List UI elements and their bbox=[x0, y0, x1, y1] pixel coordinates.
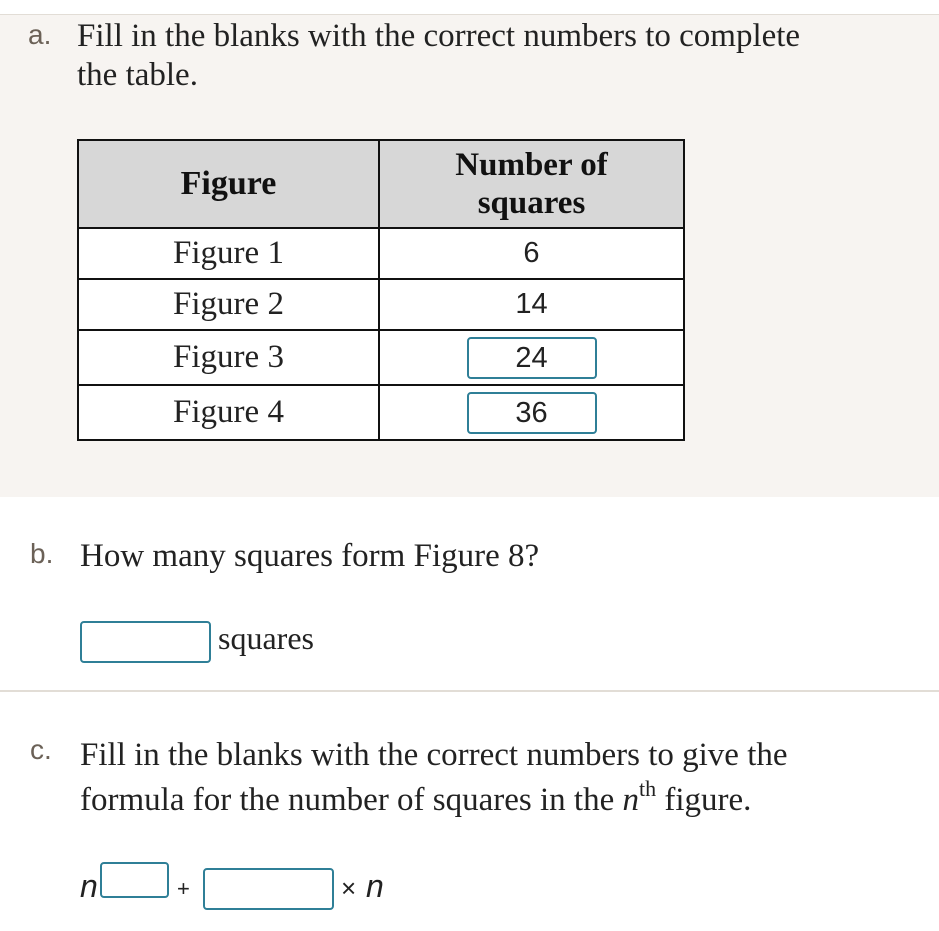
part-c-question bbox=[80, 733, 788, 825]
row-value-cell bbox=[379, 385, 684, 440]
header-number-line1: Number of bbox=[455, 147, 608, 183]
header-figure: Figure bbox=[78, 140, 379, 228]
part-a-question-line1: Fill in the blanks with the correct numbers to complete bbox=[77, 18, 801, 54]
part-b-question: How many squares form Figure 8? bbox=[80, 538, 540, 574]
question-var-n: n bbox=[622, 782, 640, 818]
table-row bbox=[78, 385, 684, 440]
section-divider bbox=[0, 690, 939, 692]
question-line2-pre: formula for the number of squares in the bbox=[80, 782, 623, 818]
row-figure-label: Figure 1 bbox=[78, 228, 379, 279]
part-a-question bbox=[77, 17, 800, 95]
header-number-of-squares bbox=[379, 140, 684, 228]
unit-squares: squares bbox=[218, 620, 314, 656]
part-c-question-line1: Fill in the blanks with the correct numbers to give the bbox=[80, 737, 788, 773]
table-header-row bbox=[78, 140, 684, 228]
part-c-question-line2 bbox=[80, 778, 788, 825]
question-sup-th: th bbox=[639, 776, 657, 801]
row-figure-label: Figure 4 bbox=[78, 385, 379, 440]
figure-squares-table bbox=[77, 139, 685, 441]
formula-times: × bbox=[341, 873, 357, 903]
formula-trailing-n: n bbox=[366, 868, 384, 904]
figure-3-answer-input[interactable]: 24 bbox=[467, 337, 597, 379]
part-a-letter: a. bbox=[28, 19, 52, 50]
table-row bbox=[78, 330, 684, 385]
part-a-section bbox=[0, 14, 939, 497]
table-row bbox=[78, 228, 684, 279]
exponent-answer-input[interactable] bbox=[100, 862, 169, 898]
formula-plus: + bbox=[177, 876, 190, 901]
question-line2-post: figure. bbox=[656, 782, 752, 818]
part-b-letter: b. bbox=[30, 538, 54, 569]
row-figure-label: Figure 2 bbox=[78, 279, 379, 330]
figure-8-answer-input[interactable] bbox=[80, 621, 211, 663]
part-a-question-line2: the table. bbox=[77, 57, 198, 93]
row-value: 6 bbox=[379, 228, 684, 279]
row-value: 14 bbox=[379, 279, 684, 330]
part-c-letter: c. bbox=[30, 734, 52, 765]
table-row bbox=[78, 279, 684, 330]
formula-base-n: n bbox=[80, 868, 98, 904]
header-number-line2: squares bbox=[477, 185, 586, 221]
coefficient-answer-input[interactable] bbox=[203, 868, 334, 910]
row-value-cell bbox=[379, 330, 684, 385]
row-figure-label: Figure 3 bbox=[78, 330, 379, 385]
figure-4-answer-input[interactable]: 36 bbox=[467, 392, 597, 434]
